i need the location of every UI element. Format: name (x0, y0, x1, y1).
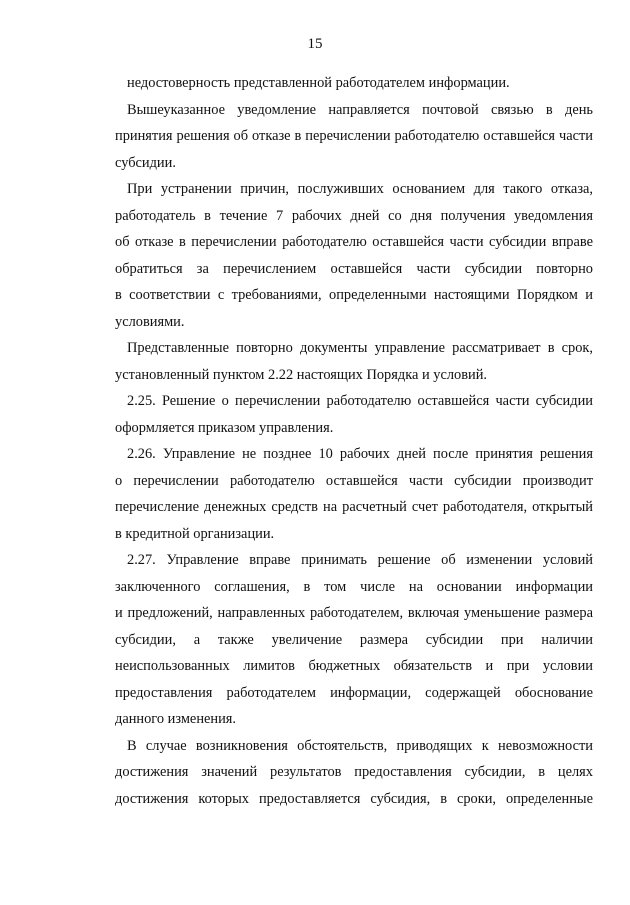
text-line: 2.26. Управление не позднее 10 рабочих дней после принятия решения (127, 446, 593, 462)
text-line: предоставления работодателем информации, содержащей обоснование (115, 684, 593, 701)
text-line: принятия решения об отказе в перечислении работодателю оставшейся части (115, 128, 593, 144)
text-line: Вышеуказанное уведомление направляется почтовой связью в день (127, 101, 593, 118)
text-line: об отказе в перечислении работодателю оставшейся части субсидии вправе (115, 234, 593, 250)
text-line: Представленные повторно документы управление рассматривает в срок, (127, 340, 593, 356)
text-line: 2.25. Решение о перечислении работодателю оставшейся части субсидии (127, 393, 593, 409)
text-line: обратиться за перечислением оставшейся части субсидии повторно (115, 260, 593, 277)
text-line: недостоверность представленной работодателем информации. (127, 75, 510, 91)
text-line: и предложений, направленных работодателем, включая уменьшение размера (115, 605, 593, 621)
text-line: субсидии, а также увеличение размера субсидии при наличии (115, 631, 593, 648)
text-line: установленный пунктом 2.22 настоящих Порядка и условий. (115, 366, 488, 383)
text-line: в соответствии с требованиями, определенными настоящими Порядком и (115, 287, 593, 303)
text-line: в кредитной организации. (115, 525, 275, 542)
text-line: неиспользованных лимитов бюджетных обязательств и при условии (115, 658, 593, 674)
text-line: 2.27. Управление вправе принимать решение об изменении условий (127, 552, 593, 568)
text-line: о перечислении работодателю оставшейся части субсидии производит (115, 472, 593, 489)
text-line: работодатель в течение 7 рабочих дней со дня получения уведомления (115, 207, 593, 224)
text-line: достижения значений результатов предоставления субсидии, в целях (115, 764, 593, 780)
text-line: данного изменения. (115, 711, 237, 727)
text-line: заключенного соглашения, в том числе на основании информации (115, 578, 593, 595)
text-line: оформляется приказом управления. (115, 419, 334, 436)
text-line: В случае возникновения обстоятельств, приводящих к невозможности (127, 737, 593, 754)
text-line: условиями. (115, 313, 185, 330)
document-body (115, 70, 593, 812)
text-line: При устранении причин, послуживших основанием для такого отказа, (127, 181, 593, 197)
text-line: субсидии. (115, 154, 176, 171)
page-number: 15 (307, 36, 323, 52)
text-line: перечисление денежных средств на расчетный счет работодателя, открытый (115, 499, 593, 515)
text-line: достижения которых предоставляется субсидия, в сроки, определенные (115, 790, 593, 807)
